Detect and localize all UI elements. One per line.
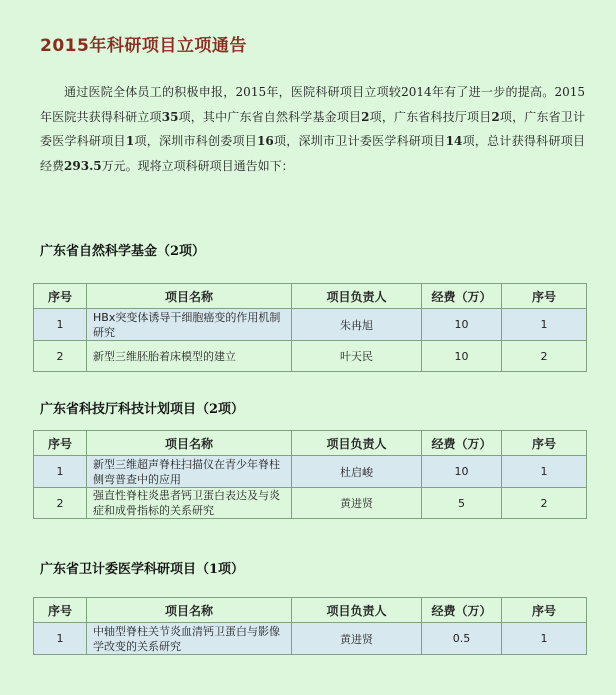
intro-number: 293.5 <box>64 158 102 173</box>
cell-seq: 1 <box>34 309 87 341</box>
table-row <box>34 309 587 341</box>
column-header-name: 项目名称 <box>87 598 292 623</box>
page-title: 2015年科研项目立项通告 <box>40 36 247 56</box>
column-header-leader: 项目负责人 <box>292 284 422 309</box>
column-header-name: 项目名称 <box>87 284 292 309</box>
intro-text: 项，总计获得科研项目经费 <box>40 134 585 173</box>
cell-seq: 1 <box>34 623 87 655</box>
intro-text: 项，深圳市科创委项目 <box>134 134 258 148</box>
cell-project-name: 中轴型脊柱关节炎血清钙卫蛋白与影像学改变的关系研究 <box>87 623 292 655</box>
intro-number: 14 <box>445 134 463 148</box>
cell-leader: 叶天民 <box>292 341 422 372</box>
table-row <box>34 623 587 655</box>
cell-order: 2 <box>502 341 587 372</box>
cell-leader: 杜启峻 <box>292 456 422 488</box>
column-header-funds: 经费（万） <box>422 284 502 309</box>
cell-funds: 10 <box>422 309 502 341</box>
cell-leader: 黄进贤 <box>292 623 422 655</box>
cell-order: 2 <box>502 488 587 519</box>
cell-funds: 10 <box>422 456 502 488</box>
table-header-row <box>34 598 587 623</box>
cell-funds: 5 <box>422 488 502 519</box>
intro-number: 2 <box>361 109 370 124</box>
table-row <box>34 341 587 372</box>
intro-paragraph <box>40 80 585 178</box>
section-heading-science-tech: 广东省科技厅科技计划项目（2项） <box>40 402 245 417</box>
column-header-seq: 序号 <box>34 431 87 456</box>
project-table-health-commission <box>33 597 587 655</box>
cell-leader: 朱冉旭 <box>292 309 422 341</box>
cell-seq: 2 <box>34 488 87 519</box>
intro-text: 通过医院全体员工的积极申报，2015年，医院科研项目立项较2014年有了进一步的提高。2015年医院共获得科研立项 <box>40 85 585 124</box>
intro-text: 项，广东省科技厅项目 <box>369 109 492 124</box>
column-header-funds: 经费（万） <box>422 431 502 456</box>
table-header-row <box>34 431 587 456</box>
column-header-name: 项目名称 <box>87 431 292 456</box>
intro-text: 项，其中广东省自然科学基金项目 <box>178 109 362 124</box>
cell-leader: 黄进贤 <box>292 488 422 519</box>
cell-funds: 0.5 <box>422 623 502 655</box>
section-heading-natural-science: 广东省自然科学基金（2项） <box>40 244 206 259</box>
section-heading-health-commission: 广东省卫计委医学科研项目（1项） <box>40 562 245 577</box>
intro-number: 16 <box>257 134 274 148</box>
intro-text: 项，广东省卫计委医学科研项目 <box>40 109 585 148</box>
column-header-funds: 经费（万） <box>422 598 502 623</box>
column-header-order: 序号 <box>502 598 587 623</box>
column-header-seq: 序号 <box>34 598 87 623</box>
table-row <box>34 488 587 519</box>
cell-order: 1 <box>502 456 587 488</box>
intro-number: 2 <box>491 109 500 124</box>
cell-project-name: 强直性脊柱炎患者钙卫蛋白表达及与炎症和成骨指标的关系研究 <box>87 488 292 519</box>
cell-seq: 1 <box>34 456 87 488</box>
cell-order: 1 <box>502 623 587 655</box>
column-header-order: 序号 <box>502 284 587 309</box>
cell-project-name: 新型三维超声脊柱扫描仪在青少年脊柱侧弯普查中的应用 <box>87 456 292 488</box>
intro-number: 35 <box>161 109 179 124</box>
cell-project-name: 新型三维胚胎着床模型的建立 <box>87 341 292 372</box>
table-row <box>34 456 587 488</box>
column-header-leader: 项目负责人 <box>292 598 422 623</box>
intro-number: 1 <box>125 134 135 148</box>
project-table-natural-science <box>33 283 587 372</box>
cell-order: 1 <box>502 309 587 341</box>
cell-project-name: HBx突变体诱导干细胞癌变的作用机制研究 <box>87 309 292 341</box>
intro-text: 万元。现将立项科研项目通告如下： <box>101 158 294 173</box>
project-table-science-tech <box>33 430 587 519</box>
cell-seq: 2 <box>34 341 87 372</box>
table-header-row <box>34 284 587 309</box>
column-header-seq: 序号 <box>34 284 87 309</box>
intro-text: 项，深圳市卫计委医学科研项目 <box>273 134 446 148</box>
column-header-leader: 项目负责人 <box>292 431 422 456</box>
cell-funds: 10 <box>422 341 502 372</box>
column-header-order: 序号 <box>502 431 587 456</box>
